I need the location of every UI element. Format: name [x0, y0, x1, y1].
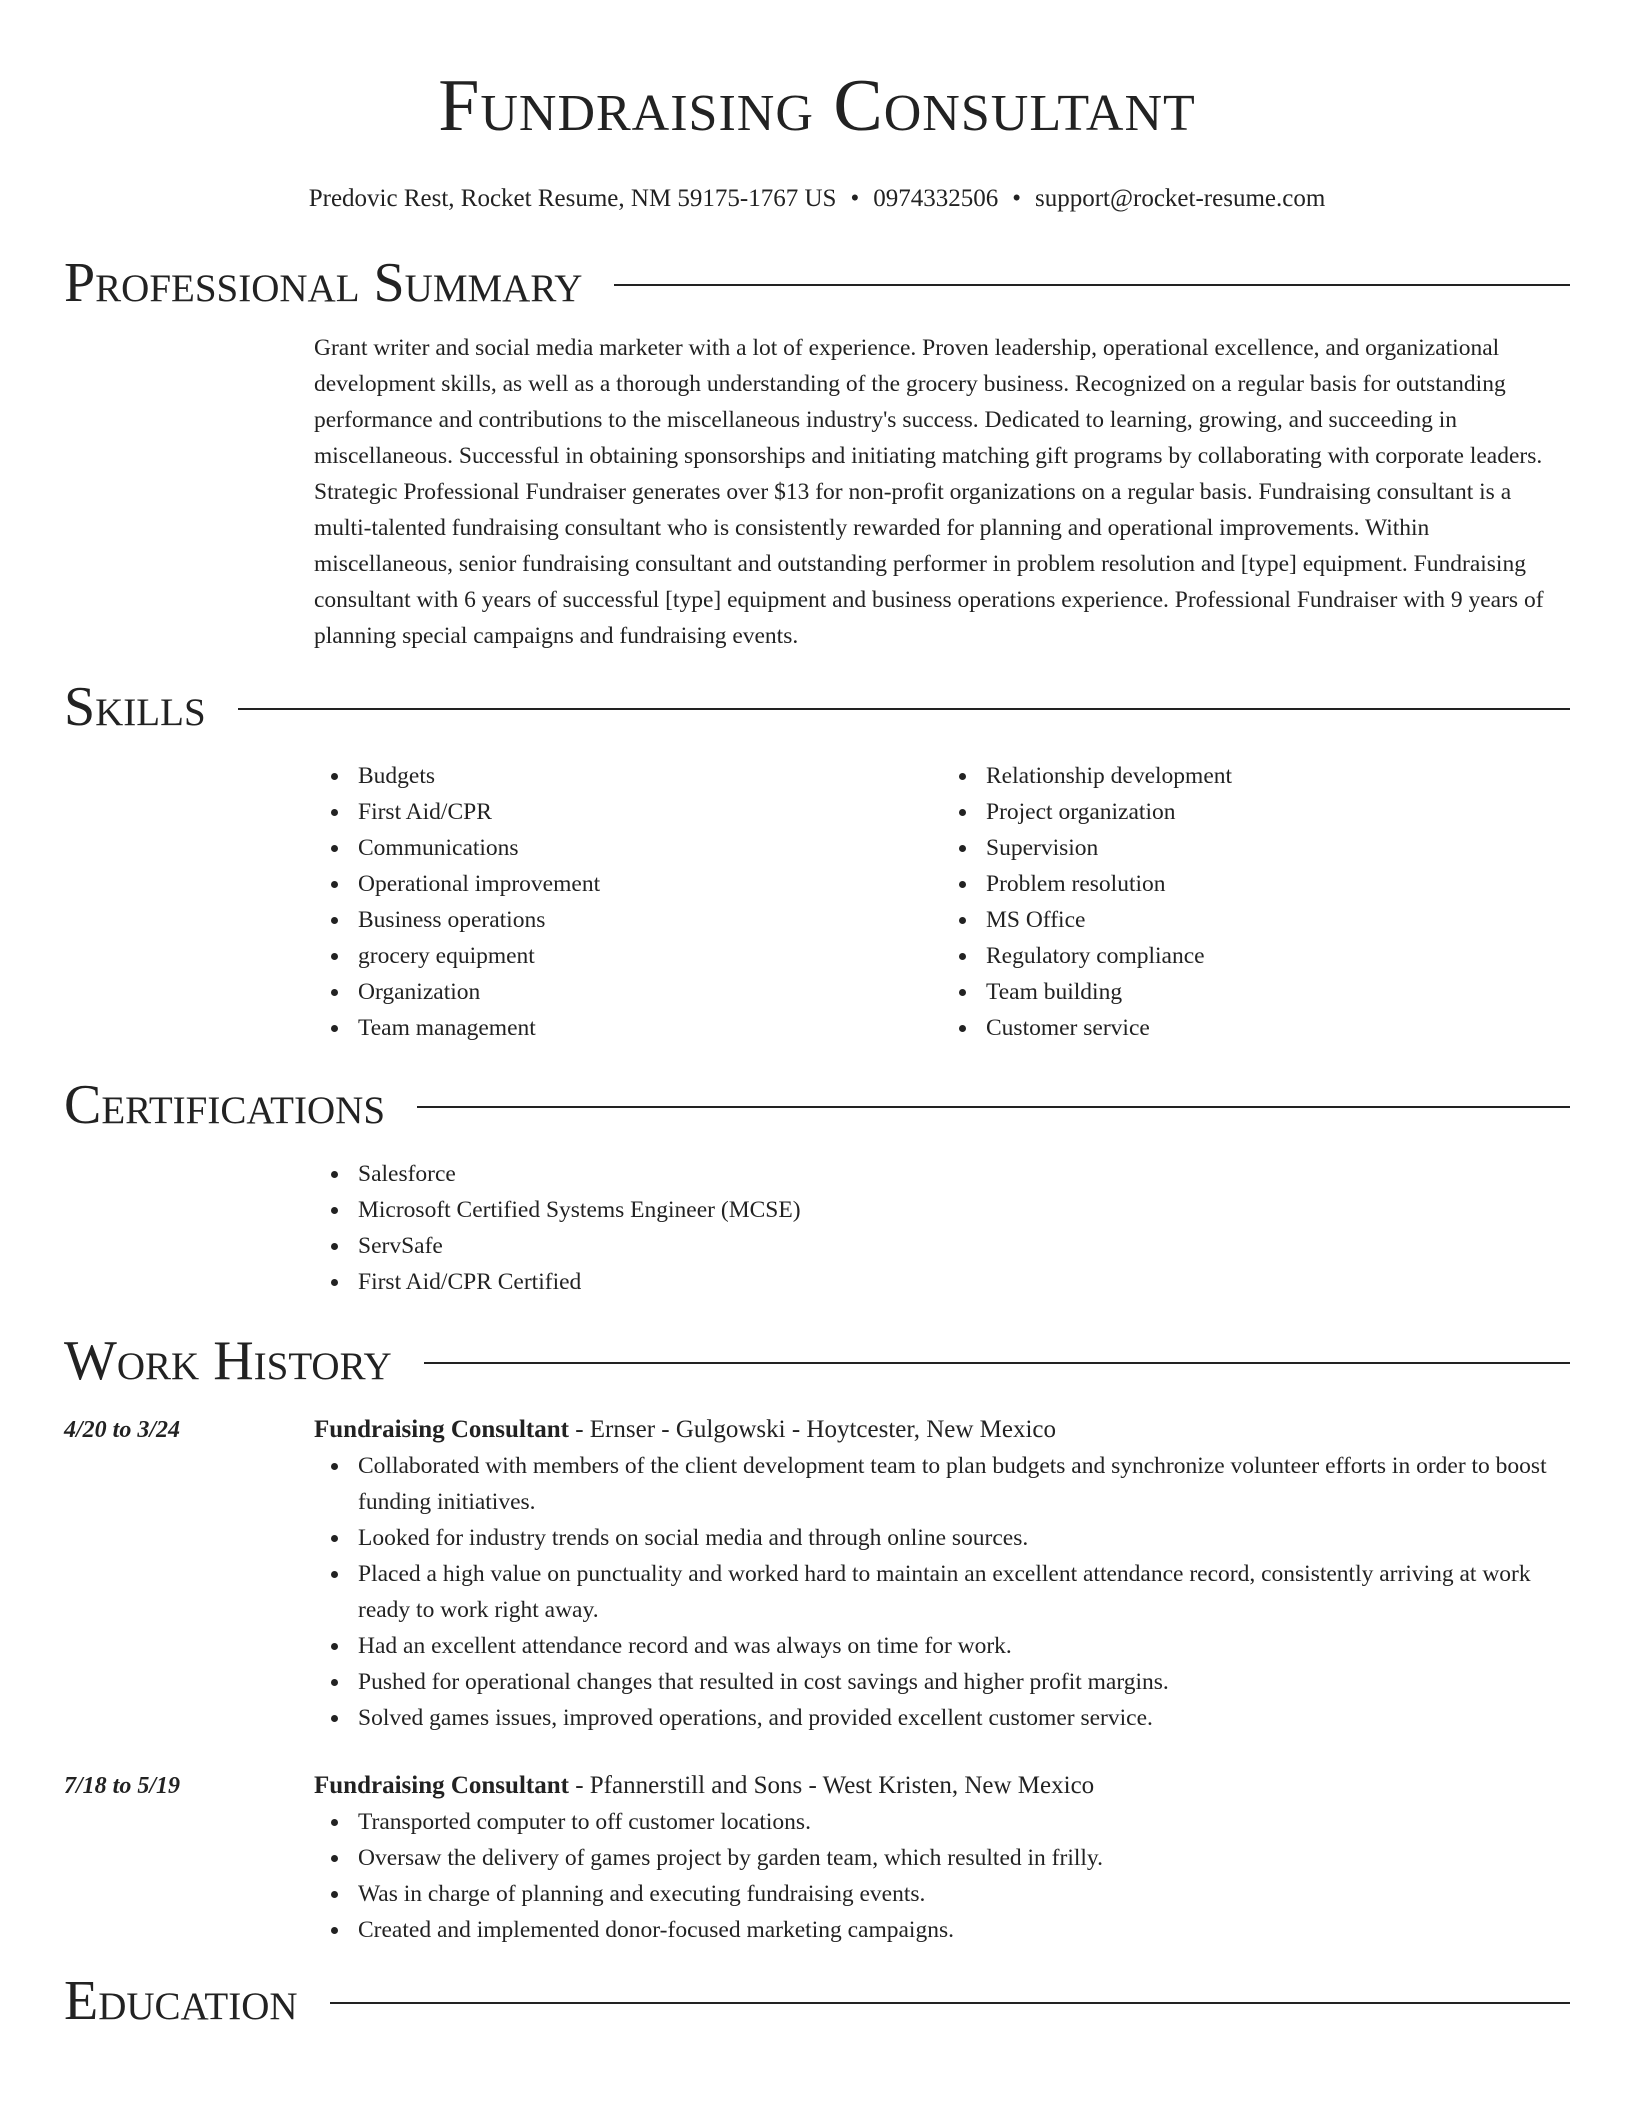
certifications-list [314, 1156, 1570, 1300]
skills-section [64, 674, 1570, 1046]
certification-item: Microsoft Certified Systems Engineer (MCSE) [358, 1192, 1570, 1228]
summary-content [314, 330, 1570, 654]
skill-item: Communications [358, 830, 942, 866]
job-title: Fundraising Consultant [314, 1772, 569, 1799]
job-body [314, 1768, 1570, 1948]
skills-grid [314, 758, 1570, 1046]
certifications-content [314, 1156, 1570, 1300]
skills-content [314, 758, 1570, 1046]
section-divider [238, 708, 1570, 710]
skill-item: First Aid/CPR [358, 794, 942, 830]
candidate-name: Fundraising Consultant [438, 65, 1196, 147]
contact-phone: 0974332506 [873, 185, 999, 212]
skill-item: Project organization [986, 794, 1570, 830]
skill-item: Business operations [358, 902, 942, 938]
job-bullet: Pushed for operational changes that resulted in cost savings and higher profit margins. [358, 1664, 1570, 1700]
job-bullet: Oversaw the delivery of games project by garden team, which resulted in frilly. [358, 1840, 1570, 1876]
job-entry [64, 1412, 1570, 1736]
resume-header [64, 0, 1570, 216]
job-bullet: Solved games issues, improved operations, and provided excellent customer service. [358, 1700, 1570, 1736]
job-dates: 4/20 to 3/24 [64, 1417, 181, 1443]
certification-item: ServSafe [358, 1228, 1570, 1264]
job-title: Fundraising Consultant [314, 1416, 569, 1443]
job-employer-location: - Ernser - Gulgowski - Hoytcester, New Mexico [568, 1416, 1057, 1443]
job-bullet: Was in charge of planning and executing fundraising events. [358, 1876, 1570, 1912]
section-title-certifications: Certifications [64, 1074, 386, 1136]
skill-item: Problem resolution [986, 866, 1570, 902]
job-bullet-list [314, 1804, 1570, 1948]
certifications-section [64, 1072, 1570, 1300]
skill-item: Customer service [986, 1010, 1570, 1046]
education-section [64, 1968, 1570, 2034]
skills-column-left [314, 758, 942, 1046]
summary-heading [64, 250, 1570, 316]
section-title-skills: Skills [64, 676, 206, 738]
skill-item: Organization [358, 974, 942, 1010]
skill-item: Team building [986, 974, 1570, 1010]
certification-item: Salesforce [358, 1156, 1570, 1192]
skill-item: Team management [358, 1010, 942, 1046]
contact-separator: • [1012, 185, 1021, 212]
work-history-heading [64, 1328, 1570, 1394]
job-employer-location: - Pfannerstill and Sons - West Kristen, New Mexico [568, 1772, 1095, 1799]
section-divider [424, 1362, 1570, 1364]
summary-text: Grant writer and social media marketer with a lot of experience. Proven leadership, operational excellence, and organizational development skills, as well as a thorough understanding of the grocery business. Recognized on a regular basis for outstanding performance and contributions to the miscellaneous industry's success. Dedicated to learning, growing, and succeeding in miscellaneous. Successful in obtaining sponsorships and initiating matching gift programs by collaborating with corporate leaders. Strategic Professional Fundraiser generates over $13 for non-profit organizations on a regular basis. Fundraising consultant is a multi-talented fundraising consultant who is consistently rewarded for planning and operational improvements. Within miscellaneous, senior fundraising consultant and outstanding performer in problem resolution and [type] equipment. Fundraising consultant with 6 years of successful [type] equipment and business operations experience. Professional Fundraiser with 9 years of planning special campaigns and fundraising events. [314, 335, 1544, 649]
job-heading [314, 1412, 1570, 1448]
job-bullet: Collaborated with members of the client development team to plan budgets and synchronize volunteer efforts in order to boost funding initiatives. [358, 1448, 1570, 1520]
skills-heading [64, 674, 1570, 740]
skills-column-right [942, 758, 1570, 1046]
job-bullet: Had an excellent attendance record and was always on time for work. [358, 1628, 1570, 1664]
job-bullet: Transported computer to off customer locations. [358, 1804, 1570, 1840]
section-title-summary: Professional Summary [64, 252, 583, 314]
certification-item: First Aid/CPR Certified [358, 1264, 1570, 1300]
job-bullet-list [314, 1448, 1570, 1736]
resume-page [64, 0, 1570, 2034]
skill-item: grocery equipment [358, 938, 942, 974]
contact-address: Predovic Rest, Rocket Resume, NM 59175-1767 US [308, 185, 837, 212]
contact-email: support@rocket-resume.com [1034, 185, 1326, 212]
job-entry [64, 1768, 1570, 1948]
section-divider [417, 1106, 1570, 1108]
skill-item: MS Office [986, 902, 1570, 938]
skill-item: Budgets [358, 758, 942, 794]
skill-item: Relationship development [986, 758, 1570, 794]
section-title-education: Education [64, 1970, 298, 2032]
job-bullet: Placed a high value on punctuality and worked hard to maintain an excellent attendance record, consistently arriving at work ready to work right away. [358, 1556, 1570, 1628]
job-heading [314, 1768, 1570, 1804]
skill-item: Operational improvement [358, 866, 942, 902]
section-title-work-history: Work History [64, 1330, 392, 1392]
job-bullet: Looked for industry trends on social media and through online sources. [358, 1520, 1570, 1556]
education-heading [64, 1968, 1570, 2034]
skill-item: Supervision [986, 830, 1570, 866]
job-body [314, 1412, 1570, 1736]
section-divider [614, 284, 1570, 286]
job-bullet: Created and implemented donor-focused marketing campaigns. [358, 1912, 1570, 1948]
summary-section [64, 250, 1570, 654]
contact-separator: • [850, 185, 860, 212]
work-history-section [64, 1328, 1570, 1948]
job-dates: 7/18 to 5/19 [64, 1773, 181, 1799]
section-divider [330, 2002, 1570, 2004]
contact-line [64, 182, 1570, 216]
skill-item: Regulatory compliance [986, 938, 1570, 974]
certifications-heading [64, 1072, 1570, 1138]
